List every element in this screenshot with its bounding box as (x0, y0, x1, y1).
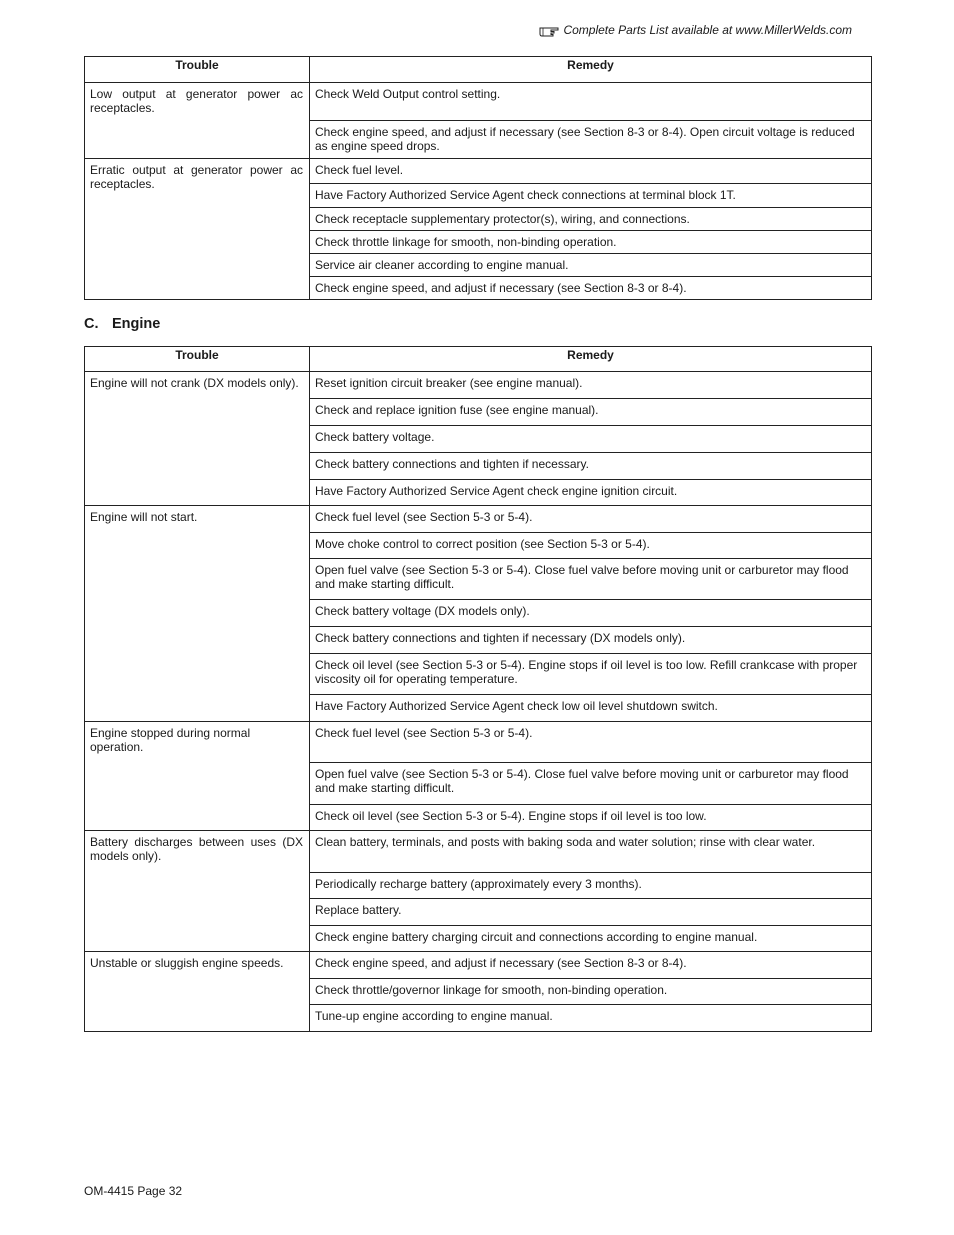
trouble-cell: Engine stopped during normal operation. (85, 722, 310, 831)
remedy-cell: Service air cleaner according to engine manual. (310, 254, 872, 277)
remedy-cell: Tune-up engine according to engine manual. (310, 1005, 872, 1032)
trouble-cell: Erratic output at generator power ac receptacles. (85, 159, 310, 300)
trouble-cell: Unstable or sluggish engine speeds. (85, 952, 310, 1032)
remedy-cell: Check engine speed, and adjust if necessary (see Section 8-3 or 8-4). Open circuit voltage is reduced as engine speed drops. (310, 121, 872, 159)
section-title-engine (84, 316, 160, 332)
remedy-cell: Clean battery, terminals, and posts with baking soda and water solution; rinse with clear water. (310, 831, 872, 873)
remedy-cell: Have Factory Authorized Service Agent check low oil level shutdown switch. (310, 695, 872, 722)
remedy-header: Remedy (310, 57, 872, 83)
remedy-cell: Check fuel level (see Section 5-3 or 5-4). (310, 722, 872, 763)
remedy-cell: Check receptacle supplementary protector(s), wiring, and connections. (310, 208, 872, 231)
remedy-cell: Check fuel level (see Section 5-3 or 5-4). (310, 506, 872, 533)
remedy-cell: Open fuel valve (see Section 5-3 or 5-4). Close fuel valve before moving unit or carburetor may flood and make starting difficult. (310, 559, 872, 600)
remedy-cell: Check battery connections and tighten if necessary (DX models only). (310, 627, 872, 654)
remedy-cell: Check battery voltage (DX models only). (310, 600, 872, 627)
trouble-cell: Engine will not start. (85, 506, 310, 722)
remedy-cell: Check throttle linkage for smooth, non-binding operation. (310, 231, 872, 254)
remedy-cell: Check engine speed, and adjust if necessary (see Section 8-3 or 8-4). (310, 277, 872, 300)
remedy-cell: Check oil level (see Section 5-3 or 5-4). Engine stops if oil level is too low. Refill crankcase with proper viscosity oil for operating temperature. (310, 654, 872, 695)
remedy-cell: Check fuel level. (310, 159, 872, 184)
remedy-cell: Check throttle/governor linkage for smooth, non-binding operation. (310, 979, 872, 1005)
remedy-cell: Have Factory Authorized Service Agent check connections at terminal block 1T. (310, 184, 872, 208)
parts-list-note (539, 23, 852, 37)
pointing-hand-icon (539, 24, 559, 37)
troubleshooting-table-generator (84, 56, 872, 300)
remedy-cell: Move choke control to correct position (see Section 5-3 or 5-4). (310, 533, 872, 559)
troubleshooting-table-engine (84, 346, 872, 1032)
remedy-cell: Check engine battery charging circuit and connections according to engine manual. (310, 926, 872, 952)
trouble-header: Trouble (85, 57, 310, 83)
remedy-cell: Open fuel valve (see Section 5-3 or 5-4). Close fuel valve before moving unit or carburetor may flood and make starting difficult. (310, 763, 872, 805)
remedy-cell: Check and replace ignition fuse (see engine manual). (310, 399, 872, 426)
section-title-text: Engine (112, 316, 161, 332)
trouble-cell: Engine will not crank (DX models only). (85, 372, 310, 506)
remedy-cell: Check battery voltage. (310, 426, 872, 453)
page-number: OM-4415 Page 32 (84, 1184, 183, 1198)
remedy-cell: Check engine speed, and adjust if necessary (see Section 8-3 or 8-4). (310, 952, 872, 979)
remedy-cell: Reset ignition circuit breaker (see engine manual). (310, 372, 872, 399)
section-number: C. (84, 316, 99, 332)
remedy-cell: Replace battery. (310, 899, 872, 926)
parts-list-text: Complete Parts List available at www.MillerWelds.com (563, 23, 852, 37)
remedy-cell: Have Factory Authorized Service Agent check engine ignition circuit. (310, 480, 872, 506)
trouble-cell: Battery discharges between uses (DX models only). (85, 831, 310, 952)
trouble-header: Trouble (85, 347, 310, 372)
remedy-cell: Periodically recharge battery (approximately every 3 months). (310, 873, 872, 899)
remedy-cell: Check Weld Output control setting. (310, 83, 872, 121)
remedy-header: Remedy (310, 347, 872, 372)
remedy-cell: Check oil level (see Section 5-3 or 5-4). Engine stops if oil level is too low. (310, 805, 872, 831)
trouble-cell: Low output at generator power ac receptacles. (85, 83, 310, 159)
remedy-cell: Check battery connections and tighten if necessary. (310, 453, 872, 480)
